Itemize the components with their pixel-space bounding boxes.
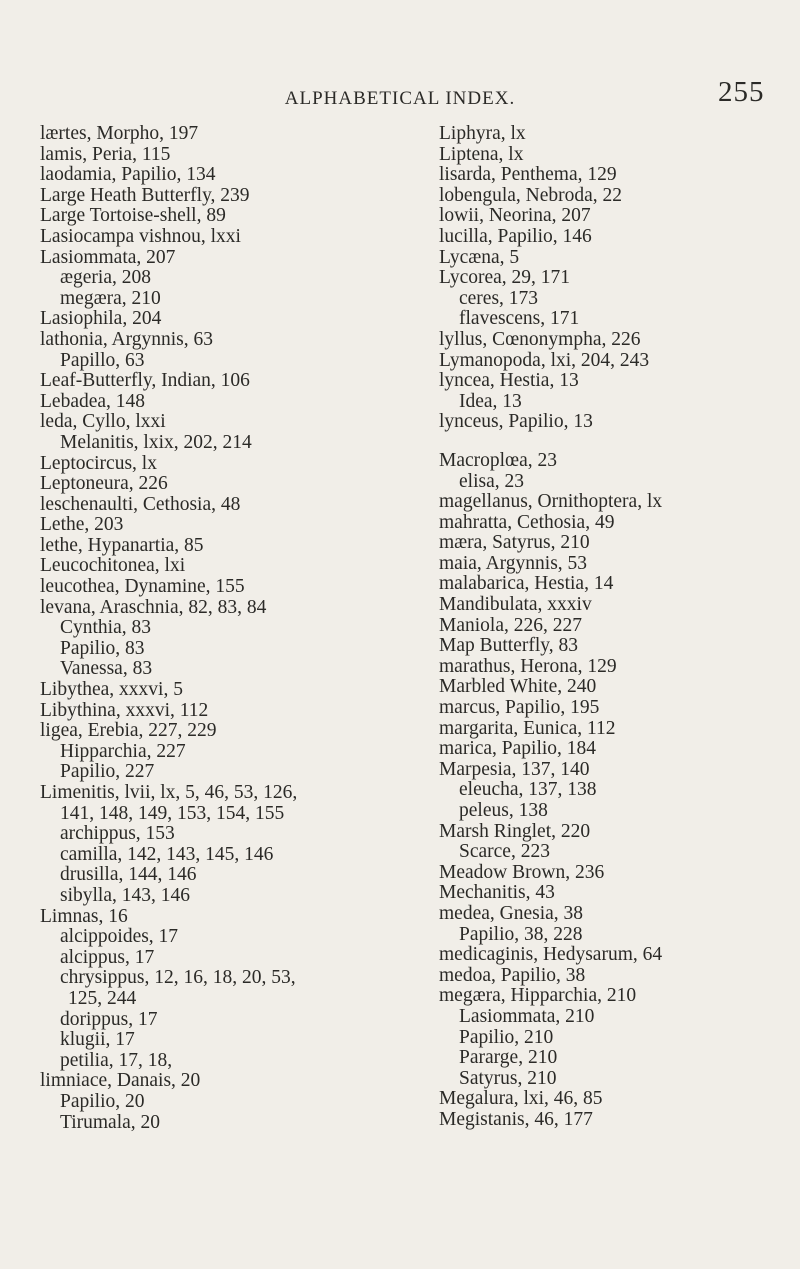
index-entry: lobengula, Nebroda, 22 bbox=[439, 184, 623, 206]
index-entry: Lethe, 203 bbox=[40, 514, 124, 536]
index-subentry: flavescens, 171 bbox=[459, 308, 580, 330]
index-entry: leda, Cyllo, lxxi bbox=[40, 411, 166, 433]
index-entry: margarita, Eunica, 112 bbox=[439, 717, 616, 739]
index-subentry: alcippus, 17 bbox=[60, 946, 155, 968]
index-subentry: Papilio, 83 bbox=[60, 637, 145, 659]
index-entry: limniace, Danais, 20 bbox=[40, 1070, 201, 1092]
index-entry: Marbled White, 240 bbox=[439, 676, 597, 698]
page-number: 255 bbox=[718, 76, 765, 108]
index-entry: Lebadea, 148 bbox=[40, 390, 146, 412]
index-subentry: Idea, 13 bbox=[459, 390, 522, 412]
index-subentry: Tirumala, 20 bbox=[60, 1111, 161, 1133]
index-entry: Lymanopoda, lxi, 204, 243 bbox=[439, 349, 650, 371]
index-subentry: elisa, 23 bbox=[459, 470, 524, 492]
index-entry: lyllus, Cœnonympha, 226 bbox=[439, 328, 641, 350]
index-entry: Lycæna, 5 bbox=[439, 246, 520, 268]
index-subentry: archippus, 153 bbox=[60, 823, 175, 845]
index-entry: leucothea, Dynamine, 155 bbox=[40, 576, 245, 598]
index-entry: Libythina, xxxvi, 112 bbox=[40, 699, 209, 721]
index-subentry: peleus, 138 bbox=[459, 800, 548, 821]
index-entry: Liptena, lx bbox=[439, 143, 524, 165]
index-entry: marcus, Papilio, 195 bbox=[439, 697, 600, 719]
running-header: ALPHABETICAL INDEX. bbox=[284, 88, 516, 109]
index-subentry: 141, 148, 149, 153, 154, 155 bbox=[60, 802, 285, 824]
index-entry: lethe, Hypanartia, 85 bbox=[40, 534, 204, 556]
index-subentry: Papilio, 38, 228 bbox=[459, 923, 583, 945]
index-subentry: alcippoides, 17 bbox=[60, 926, 179, 948]
index-column-left bbox=[40, 124, 385, 1133]
index-entry: Mandibulata, xxxiv bbox=[439, 594, 592, 616]
index-subentry: Satyrus, 210 bbox=[459, 1067, 557, 1089]
index-entry: Marpesia, 137, 140 bbox=[439, 758, 590, 780]
index-entry: Leptoneura, 226 bbox=[40, 473, 168, 495]
index-subentry: megæra, 210 bbox=[60, 287, 161, 309]
index-entry: Lasiophila, 204 bbox=[40, 308, 162, 330]
index-subentry: Papilio, 227 bbox=[60, 761, 155, 783]
index-subentry: Vanessa, 83 bbox=[60, 658, 153, 680]
index-subentry: camilla, 142, 143, 145, 146 bbox=[60, 843, 274, 865]
index-entry: Limnas, 16 bbox=[40, 905, 128, 927]
index-entry: maia, Argynnis, 53 bbox=[439, 552, 588, 574]
index-entry: Mechanitis, 43 bbox=[439, 882, 555, 904]
index-column-right bbox=[439, 124, 794, 1131]
index-entry: Megistanis, 46, 177 bbox=[439, 1108, 593, 1130]
index-entry: Macroplœa, 23 bbox=[439, 449, 558, 471]
index-subentry: petilia, 17, 18, bbox=[60, 1049, 173, 1071]
index-subentry: ceres, 173 bbox=[459, 287, 539, 309]
index-entry: marathus, Herona, 129 bbox=[439, 655, 617, 677]
index-entry: lyncea, Hestia, 13 bbox=[439, 370, 579, 392]
index-entry: malabarica, Hestia, 14 bbox=[439, 573, 614, 595]
index-entry: medea, Gnesia, 38 bbox=[439, 902, 584, 924]
index-entry: Leucochitonea, lxi bbox=[40, 555, 186, 577]
index-entry: Megalura, lxi, 46, 85 bbox=[439, 1088, 603, 1110]
index-subentry: Pararge, 210 bbox=[459, 1047, 558, 1069]
index-entry: Lasiocampa vishnou, lxxi bbox=[40, 225, 241, 247]
index-entry: mahratta, Cethosia, 49 bbox=[439, 511, 615, 533]
index-entry: Lycorea, 29, 171 bbox=[439, 267, 571, 289]
index-subentry: eleucha, 137, 138 bbox=[459, 779, 597, 801]
index-subentry: klugii, 17 bbox=[60, 1029, 135, 1051]
index-subentry: dorippus, 17 bbox=[60, 1008, 158, 1030]
index-entry: ligea, Erebia, 227, 229 bbox=[40, 720, 217, 742]
index-subentry: Scarce, 223 bbox=[459, 841, 550, 863]
index-entry: Leaf-Butterfly, Indian, 106 bbox=[40, 370, 250, 392]
index-entry: levana, Araschnia, 82, 83, 84 bbox=[40, 596, 267, 618]
index-subentry: drusilla, 144, 146 bbox=[60, 864, 197, 886]
index-subentry: 125, 244 bbox=[68, 987, 137, 1009]
index-entry: Large Tortoise-shell, 89 bbox=[40, 205, 226, 227]
index-entry: Map Butterfly, 83 bbox=[439, 635, 579, 657]
index-entry: lathonia, Argynnis, 63 bbox=[40, 328, 213, 350]
index-entry: magellanus, Ornithoptera, lx bbox=[439, 491, 663, 513]
index-entry: medicaginis, Hedysarum, 64 bbox=[439, 944, 663, 966]
index-entry: lærtes, Morpho, 197 bbox=[40, 123, 199, 144]
index-entry: Meadow Brown, 236 bbox=[439, 861, 605, 883]
index-subentry: sibylla, 143, 146 bbox=[60, 884, 190, 906]
index-entry: laodamia, Papilio, 134 bbox=[40, 164, 216, 186]
index-entry: Leptocircus, lx bbox=[40, 452, 157, 474]
index-subentry: Papilio, 20 bbox=[60, 1090, 145, 1112]
index-entry: lynceus, Papilio, 13 bbox=[439, 411, 593, 433]
index-entry: medoa, Papilio, 38 bbox=[439, 964, 586, 986]
section-gap bbox=[439, 433, 794, 451]
index-entry: Limenitis, lvii, lx, 5, 46, 53, 126, bbox=[40, 782, 298, 803]
index-entry: Libythea, xxxvi, 5 bbox=[40, 679, 183, 701]
index-subentry: Papilio, 210 bbox=[459, 1026, 554, 1048]
index-entry: Liphyra, lx bbox=[439, 123, 526, 144]
index-entry: Large Heath Butterfly, 239 bbox=[40, 184, 250, 206]
index-entry: lamis, Peria, 115 bbox=[40, 143, 171, 165]
index-subentry: Papillo, 63 bbox=[60, 349, 145, 371]
index-subentry: Cynthia, 83 bbox=[60, 617, 151, 639]
index-entry: mæra, Satyrus, 210 bbox=[439, 532, 590, 554]
index-subentry: Hipparchia, 227 bbox=[60, 740, 186, 762]
index-entry: megæra, Hipparchia, 210 bbox=[439, 985, 637, 1007]
index-subentry: chrysippus, 12, 16, 18, 20, 53, bbox=[60, 967, 296, 989]
index-subentry: ægeria, 208 bbox=[60, 267, 151, 289]
index-entry: marica, Papilio, 184 bbox=[439, 738, 597, 760]
index-entry: lowii, Neorina, 207 bbox=[439, 205, 591, 227]
index-entry: Marsh Ringlet, 220 bbox=[439, 820, 591, 842]
index-entry: lisarda, Penthema, 129 bbox=[439, 164, 617, 186]
index-subentry: Melanitis, lxix, 202, 214 bbox=[60, 431, 252, 453]
index-entry: lucilla, Papilio, 146 bbox=[439, 225, 592, 247]
index-entry: leschenaulti, Cethosia, 48 bbox=[40, 493, 241, 515]
index-entry: Maniola, 226, 227 bbox=[439, 614, 582, 636]
index-entry: Lasiommata, 207 bbox=[40, 246, 176, 268]
index-subentry: Lasiommata, 210 bbox=[459, 1005, 595, 1027]
